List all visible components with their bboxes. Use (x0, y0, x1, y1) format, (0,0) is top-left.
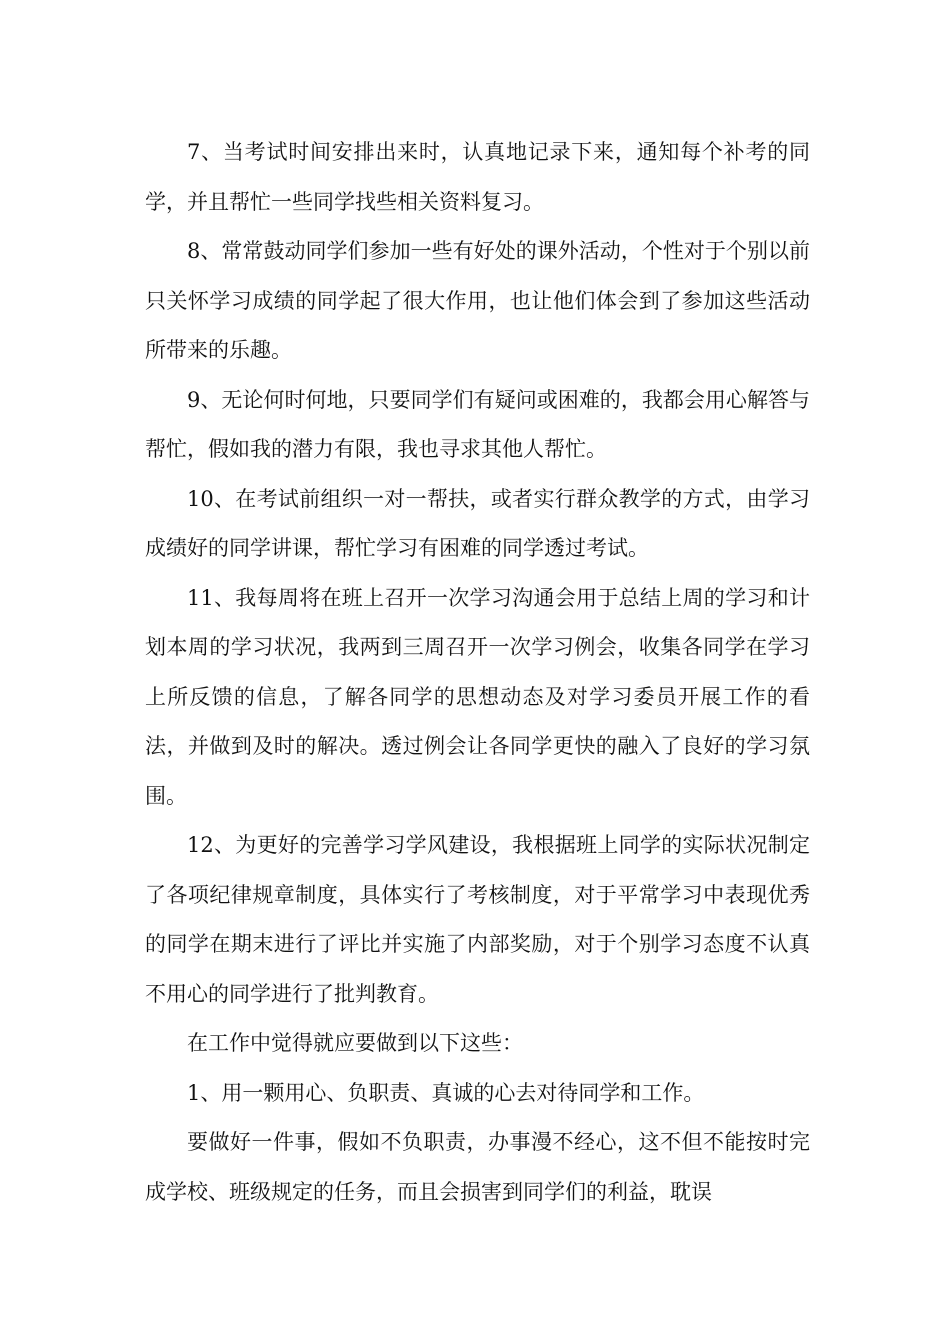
document-body (145, 128, 810, 1217)
paragraph-item-10: 10、在考试前组织一对一帮扶，或者实行群众教学的方式，由学习成绩好的同学讲课，帮忙学习有困难的同学透过考试。 (145, 486, 810, 560)
paragraph-responsibility: 要做好一件事，假如不负职责，办事漫不经心，这不但不能按时完成学校、班级规定的任务，而且会损害到同学们的利益，耽误 (145, 1130, 810, 1204)
paragraph-item-7: 7、当考试时间安排出来时，认真地记录下来，通知每个补考的同学，并且帮忙一些同学找些相关资料复习。 (145, 140, 810, 214)
paragraph-point-1: 1、用一颗用心、负职责、真诚的心去对待同学和工作。 (187, 1080, 705, 1105)
paragraph-item-11: 11、我每周将在班上召开一次学习沟通会用于总结上周的学习和计划本周的学习状况，我两到三周召开一次学习例会，收集各同学在学习上所反馈的信息，了解各同学的思想动态及对学习委员开展工作的看法，并做到及时的解决。透过例会让各同学更快的融入了良好的学习氛围。 (145, 585, 810, 808)
paragraph-item-9: 9、无论何时何地，只要同学们有疑问或困难的，我都会用心解答与帮忙，假如我的潜力有限，我也寻求其他人帮忙。 (145, 387, 810, 461)
paragraph-item-8: 8、常常鼓动同学们参加一些有好处的课外活动，个性对于个别以前只关怀学习成绩的同学起了很大作用，也让他们体会到了参加这些活动所带来的乐趣。 (145, 239, 810, 362)
paragraph-work-intro: 在工作中觉得就应要做到以下这些： (187, 1031, 523, 1055)
paragraph-item-12: 12、为更好的完善学习学风建设，我根据班上同学的实际状况制定了各项纪律规章制度，具体实行了考核制度，对于平常学习中表现优秀的同学在期末进行了评比并实施了内部奖励，对于个别学习态度不认真不用心的同学进行了批判教育。 (145, 833, 810, 1006)
